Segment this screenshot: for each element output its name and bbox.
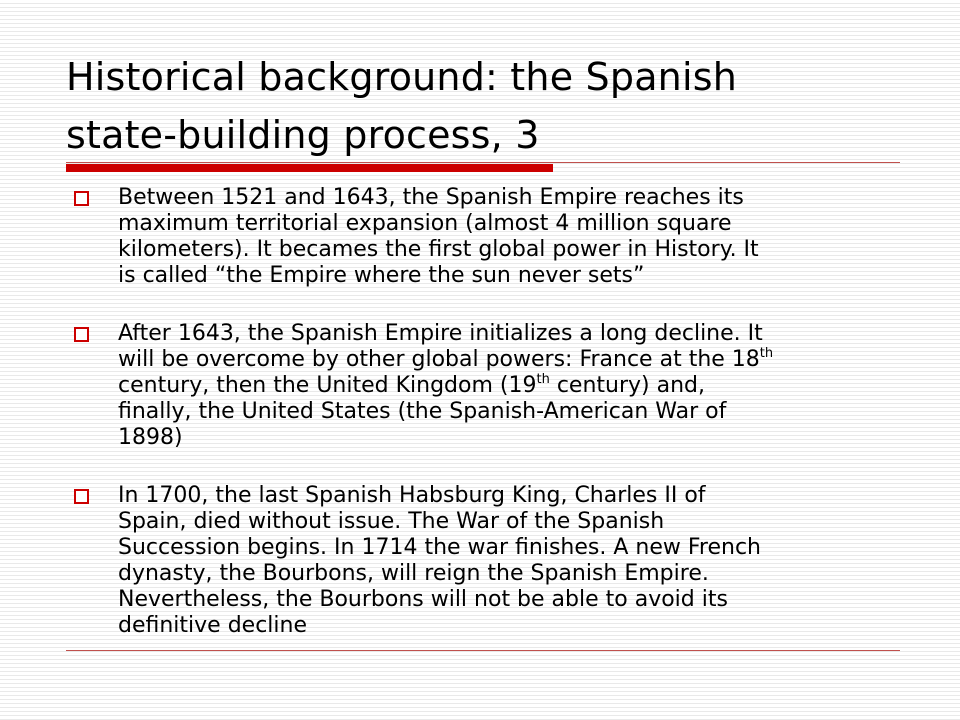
bullet-text-line: Nevertheless, the Bourbons will not be able to avoid its: [118, 587, 728, 612]
footer-divider: [66, 650, 900, 651]
bullet-text-line: kilometers). It becames the first global power in History. It: [118, 237, 759, 262]
slide-title: [66, 48, 926, 164]
bullet-text-line: [118, 373, 914, 399]
bullet-text-line: Succession begins. In 1714 the war finishes. A new French: [118, 535, 761, 560]
bullet-item: [74, 185, 914, 289]
bullet-text-segment: century, then the United Kingdom (19: [118, 373, 537, 398]
bullet-text-segment: century) and,: [549, 373, 705, 398]
hollow-square-bullet-icon: [74, 489, 89, 504]
bullet-item: [74, 483, 914, 639]
hollow-square-bullet-icon: [74, 327, 89, 342]
bullet-item: [74, 321, 914, 451]
bullet-text-line: After 1643, the Spanish Empire initializes a long decline. It: [118, 321, 763, 346]
title-line-1: Historical background: the Spanish: [66, 55, 738, 99]
bullet-text-line: maximum territorial expansion (almost 4 million square: [118, 211, 732, 236]
ordinal-superscript: th: [536, 372, 550, 387]
bullet-text-line: [118, 347, 914, 373]
bullet-text-line: is called “the Empire where the sun never sets”: [118, 263, 645, 288]
bullet-text-line: finally, the United States (the Spanish-American War of: [118, 399, 727, 424]
bullet-text-line: dynasty, the Bourbons, will reign the Spanish Empire.: [118, 561, 709, 586]
bullet-text-line: definitive decline: [118, 613, 307, 638]
bullet-text-segment: will be overcome by other global powers: France at the 18: [118, 347, 760, 372]
title-line-2: state-building process, 3: [66, 113, 540, 157]
hollow-square-bullet-icon: [74, 191, 89, 206]
bullet-text-line: In 1700, the last Spanish Habsburg King, Charles II of: [118, 483, 706, 508]
ordinal-superscript: th: [759, 346, 774, 361]
bullet-text-line: Between 1521 and 1643, the Spanish Empire reaches its: [118, 185, 744, 210]
title-divider-accent-bar: [66, 164, 553, 172]
bullet-text-line: Spain, died without issue. The War of the Spanish: [118, 509, 665, 534]
bullet-text-line: 1898): [118, 425, 183, 450]
title-divider-thin: [66, 162, 900, 163]
bullet-list: [74, 185, 914, 639]
